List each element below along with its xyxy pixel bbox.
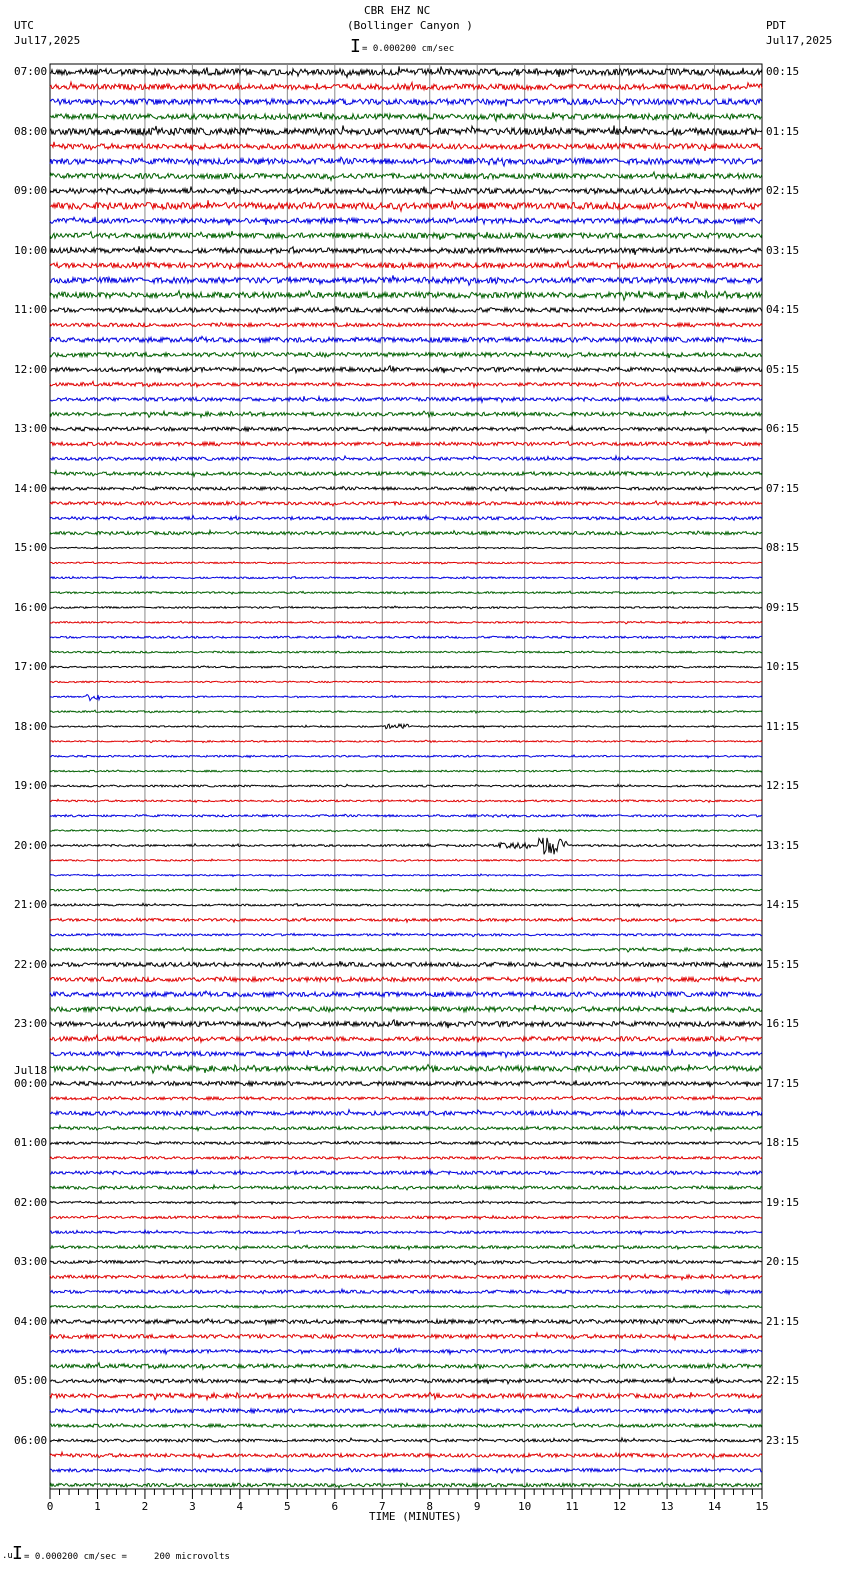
seismic-trace [50,82,762,90]
seismic-trace [50,261,762,270]
seismic-trace [50,441,762,446]
seismic-trace [50,1245,762,1250]
pdt-time-label: 20:15 [766,1255,800,1268]
seismic-trace [50,1156,762,1160]
seismic-trace [50,933,762,937]
seismic-trace [50,1408,762,1414]
utc-hour-label: 09:00 [14,184,48,197]
x-tick-label: 3 [189,1500,196,1513]
seismic-trace [50,486,762,491]
seismic-trace [50,471,762,477]
seismic-trace [50,1274,762,1279]
seismic-trace [50,231,762,240]
seismic-trace [50,1392,762,1399]
seismic-trace [50,1230,762,1234]
x-tick-label: 8 [426,1500,434,1513]
seismic-trace [50,740,762,742]
pdt-time-label: 10:15 [766,660,800,673]
utc-hour-label: 07:00 [14,65,48,78]
seismic-trace [50,838,762,854]
date-change-label: Jul18 [14,1063,48,1077]
utc-hour-label: 08:00 [14,124,48,138]
seismic-trace [50,1170,762,1175]
seismic-trace [50,275,762,285]
pdt-time-label: 13:15 [766,838,800,852]
seismic-trace [50,1423,762,1428]
seismic-trace [50,755,762,758]
seismic-trace [50,396,762,402]
pdt-time-label: 23:15 [766,1433,800,1447]
utc-hour-label: 21:00 [14,898,48,911]
seismic-trace [50,1080,762,1087]
site-name: (Bollinger Canyon ) [347,19,473,32]
seismic-trace [50,501,762,506]
seismic-trace [50,306,762,313]
seismic-trace [50,547,762,549]
pdt-time-label: 11:15 [766,719,800,733]
seismic-trace [50,323,762,327]
utc-hour-label: 10:00 [14,243,48,257]
seismic-trace [50,187,762,195]
x-tick-label: 7 [378,1500,386,1513]
x-tick-label: 0 [46,1500,54,1513]
utc-hour-label: 23:00 [14,1017,48,1030]
utc-hour-label: 06:00 [14,1433,48,1447]
utc-hour-label: 04:00 [14,1314,48,1328]
pdt-time-label: 14:15 [766,898,800,911]
seismic-trace [50,724,762,729]
seismic-trace [50,1096,762,1100]
seismic-trace [50,66,762,77]
seismic-trace [50,426,762,432]
seismic-trace [50,1452,762,1458]
left-date: Jul17,2025 [14,34,81,47]
x-tick-label: 11 [565,1500,579,1513]
seismic-trace [50,681,762,683]
seismic-trace [50,1020,762,1028]
seismic-trace [50,216,762,225]
seismic-trace [50,1050,762,1057]
seismic-trace [50,456,762,461]
pdt-time-label: 21:15 [766,1314,800,1328]
seismic-trace [50,1110,762,1116]
x-tick-label: 9 [473,1500,481,1513]
x-tick-label: 12 [612,1500,627,1513]
pdt-time-label: 19:15 [766,1195,800,1209]
pdt-time-label: 06:15 [766,422,800,435]
seismic-trace [50,636,762,639]
pdt-time-label: 18:15 [766,1136,800,1149]
seismic-trace [50,1468,762,1473]
seismic-trace [50,1305,762,1308]
seismic-trace [50,621,762,624]
seismic-trace [50,1319,762,1325]
x-tick-label: 13 [660,1500,674,1513]
station-title: CBR EHZ NC [364,4,431,17]
seismic-trace [50,351,762,358]
right-timezone: PDT [766,19,786,32]
pdt-time-label: 04:15 [766,303,800,316]
pdt-time-label: 22:15 [766,1374,800,1387]
pdt-time-label: 02:15 [766,184,800,197]
utc-hour-label: 16:00 [14,600,48,614]
utc-hour-label: 01:00 [14,1136,48,1149]
seismic-trace [50,977,762,982]
seismic-trace [50,918,762,923]
seismic-trace [50,1483,762,1488]
pdt-time-label: 05:15 [766,362,800,376]
seismic-trace [50,381,762,387]
seismic-trace [50,411,762,417]
pdt-time-label: 08:15 [766,541,800,554]
x-tick-label: 10 [518,1500,532,1513]
seismic-trace [50,172,762,180]
seismic-trace [50,336,762,343]
utc-hour-label: 20:00 [14,838,48,852]
seismic-trace [50,1035,762,1042]
seismic-trace [50,291,762,301]
x-tick-label: 15 [755,1500,769,1513]
pdt-time-label: 15:15 [766,957,800,971]
seismic-trace [50,366,762,373]
scale-label: = 0.000200 cm/sec [362,44,455,54]
pdt-time-label: 01:15 [766,124,800,138]
seismic-trace [50,888,762,891]
seismic-trace [50,695,762,701]
x-tick-label: 6 [331,1500,339,1513]
utc-hour-label: 05:00 [14,1374,48,1387]
utc-hour-label: 17:00 [14,660,48,673]
seismic-trace [50,1333,762,1339]
x-axis-title: TIME (MINUTES) [369,1510,462,1523]
seismic-trace [50,903,762,906]
seismic-trace [50,961,762,967]
footer-scale-bar-icon: I [12,1543,23,1564]
seismic-trace [50,1438,762,1442]
seismic-trace [50,784,762,787]
footer-scale-label: = 0.000200 cm/sec = 200 microvolts [24,1552,230,1562]
x-tick-label: 2 [141,1500,149,1513]
utc-hour-label: 14:00 [14,481,48,495]
seismic-trace [50,1363,762,1369]
seismic-trace [50,859,762,862]
seismic-trace [50,799,762,802]
seismic-trace [50,1215,762,1219]
seismic-trace [50,246,762,255]
utc-hour-label: 11:00 [14,303,48,316]
seismic-trace [50,814,762,817]
seismic-trace [50,1125,762,1130]
scale-bar-icon: I [350,36,361,57]
seismic-trace [50,200,762,211]
seismic-trace [50,829,762,832]
utc-hour-label: 15:00 [14,541,48,554]
seismic-trace [50,874,762,877]
seismic-trace [50,112,762,121]
seismic-trace [50,991,762,997]
seismic-trace [50,606,762,609]
seismic-trace [50,562,762,564]
seismic-trace [50,1141,762,1145]
pdt-time-label: 03:15 [766,243,800,257]
pdt-time-label: 09:15 [766,600,800,614]
seismic-trace [50,1260,762,1265]
pdt-time-label: 17:15 [766,1076,800,1090]
seismic-trace [50,1201,762,1205]
x-tick-label: 1 [94,1500,101,1513]
seismic-trace [50,591,762,594]
utc-hour-label: 18:00 [14,719,48,733]
pdt-time-label: 12:15 [766,779,800,792]
seismic-trace [50,98,762,106]
seismic-trace [50,530,762,535]
utc-hour-label: 02:00 [14,1195,48,1209]
seismic-trace [50,126,762,136]
footer-mark: .u [2,1551,13,1561]
pdt-time-label: 16:15 [766,1017,800,1030]
utc-hour-label: 13:00 [14,422,48,435]
utc-hour-label: 03:00 [14,1255,48,1268]
seismic-trace [50,666,762,668]
seismic-trace [50,576,762,579]
utc-hour-label: 19:00 [14,779,48,792]
pdt-time-label: 07:15 [766,481,800,495]
pdt-time-label: 00:15 [766,65,800,78]
left-timezone: UTC [14,19,34,32]
seismic-trace [50,651,762,653]
seismic-trace [50,157,762,166]
seismic-trace [50,770,762,772]
seismic-trace [50,1289,762,1294]
right-date: Jul17,2025 [766,34,833,47]
seismic-trace [50,1064,762,1073]
seismic-trace [50,948,762,953]
utc-hour-label: 12:00 [14,362,48,376]
seismic-trace [50,1185,762,1190]
utc-hour-label: 00:00 [14,1076,48,1090]
utc-hour-label: 22:00 [14,957,48,971]
seismic-trace [50,516,762,521]
seismic-trace [50,1005,762,1013]
x-tick-label: 4 [236,1500,244,1513]
seismic-trace [50,1378,762,1384]
x-tick-label: 14 [707,1500,722,1513]
x-tick-label: 5 [284,1500,291,1513]
seismic-trace [50,142,762,151]
seismic-trace [50,1348,762,1354]
seismic-trace [50,710,762,713]
